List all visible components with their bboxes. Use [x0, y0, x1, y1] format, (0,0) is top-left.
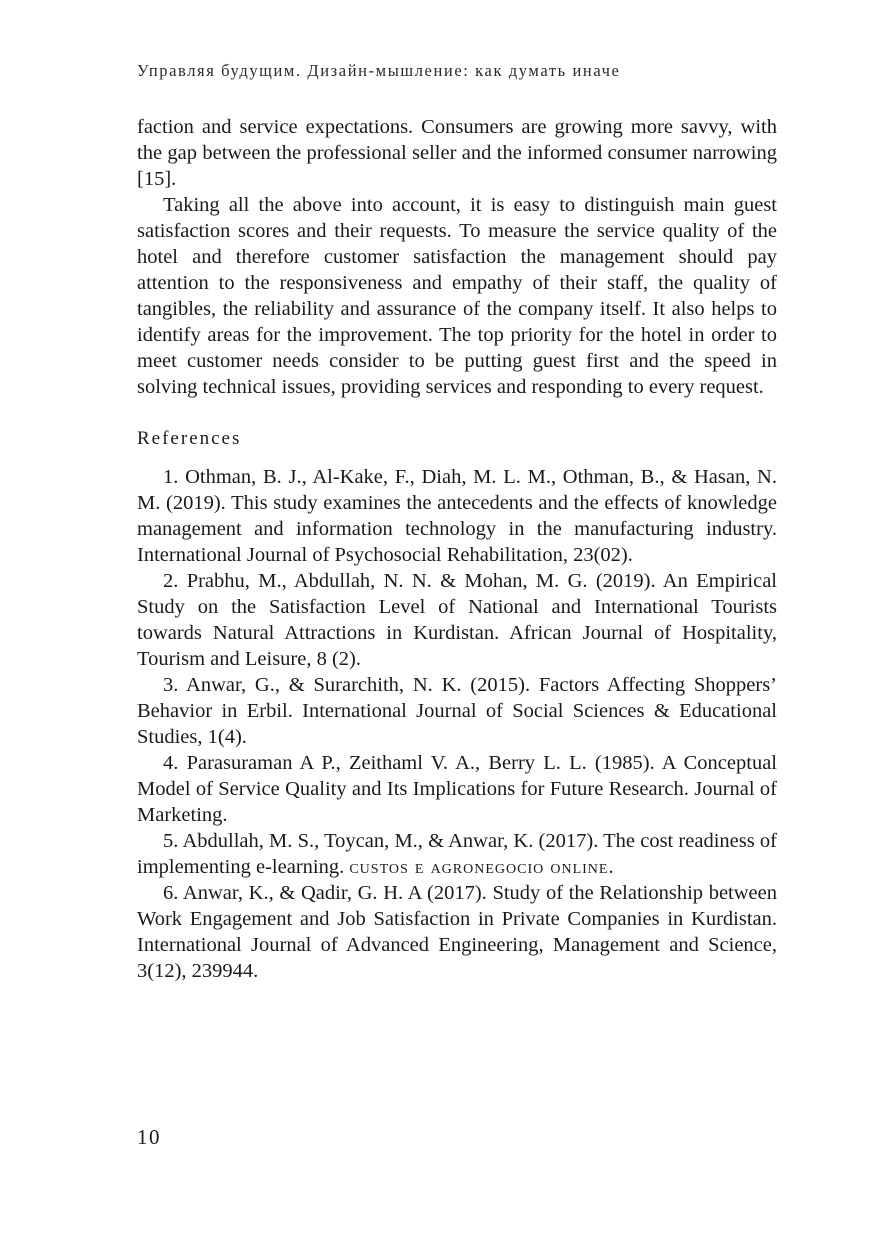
- reference-item: 6. Anwar, K., & Qadir, G. H. A (2017). Study of the Relationship between Work Engagement and Job Satisfaction in Private Companies in Kurdistan. International Journal of Advanced Engineering, Management and Science, 3(12), 239944.: [137, 882, 777, 982]
- reference-item: 4. Parasuraman A P., Zeithaml V. A., Berry L. L. (1985). A Conceptual Model of Service Quality and Its Implications for Future Research. Journal of Marketing.: [137, 752, 777, 826]
- body-paragraph: Taking all the above into account, it is easy to distinguish main guest satisfaction scores and their requests. To measure the service quality of the hotel and therefore customer satisfaction the management should pay attention to the responsiveness and empathy of their staff, the quality of tangibles, the reliability and assurance of the company itself. It also helps to identify areas for the improvement. The top priority for the hotel in order to meet customer needs consider to be putting guest first and the speed in solving technical issues, providing services and responding to every request.: [137, 194, 777, 398]
- reference-item: 1. Othman, B. J., Al-Kake, F., Diah, M. L. M., Othman, B., & Hasan, N. M. (2019). This study examines the antecedents and the effects of knowledge management and information technology in the manufacturing industry. International Journal of Psychosocial Rehabilitation, 23(02).: [137, 466, 777, 566]
- page-content: [137, 114, 777, 984]
- reference-item: 3. Anwar, G., & Surarchith, N. K. (2015). Factors Affecting Shoppers’ Behavior in Erbil. International Journal of Social Sciences & Educational Studies, 1(4).: [137, 674, 777, 748]
- reference-item-text: 5. Abdullah, M. S., Toycan, M., & Anwar, K. (2017). The cost readiness of implementing e-learning.: [137, 830, 777, 878]
- body-paragraph: faction and service expectations. Consumers are growing more savvy, with the gap between the professional seller and the informed consumer narrowing [15].: [137, 116, 777, 190]
- reference-item: 2. Prabhu, M., Abdullah, N. N. & Mohan, M. G. (2019). An Empirical Study on the Satisfaction Level of National and International Tourists towards Natural Attractions in Kurdistan. African Journal of Hospitality, Tourism and Leisure, 8 (2).: [137, 570, 777, 670]
- references-heading: References: [137, 428, 242, 449]
- reference-journal-name: custos e agronegocio online.: [349, 856, 615, 878]
- running-head: Управляя будущим. Дизайн-мышление: как думать иначе: [137, 61, 621, 80]
- page-number: 10: [137, 1125, 161, 1149]
- reference-item: [137, 828, 777, 880]
